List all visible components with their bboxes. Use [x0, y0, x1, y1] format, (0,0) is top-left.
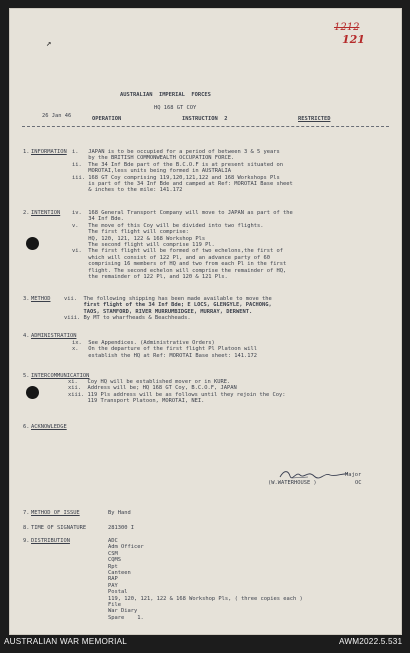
handwritten-signature [278, 468, 350, 480]
body-line: first flight of the 34 Inf Bde; E LOCS, GLENGYLE, PACHONG, [64, 302, 272, 309]
body-line: vii. The following shipping has been made available to move the [64, 296, 272, 302]
body-line: xi. Coy HQ will be established mover or in KURE. [68, 379, 231, 385]
section-number: 3. [23, 296, 30, 302]
time-of-signature-label: TIME OF SIGNATURE [31, 525, 87, 531]
section-heading: ADMINISTRATION [31, 333, 77, 339]
body-line: is part of the 34 Inf Bde and camped at Ref: MOROTAI Base sheet [72, 181, 293, 188]
body-line: which will consist of 122 Pl, and an advance party of 60 [72, 254, 270, 261]
signatory-name: (W.WATERHOUSE ) [268, 480, 317, 486]
section-heading: INTERCOMMUNICATION [31, 373, 90, 379]
list-item: File [108, 602, 121, 609]
section-heading: INTENTION [31, 210, 61, 216]
body-line: comprising 16 members of HQ and two from each Pl in the first [72, 261, 287, 268]
section-body [72, 210, 293, 280]
list-item: RAP [108, 576, 118, 583]
distribution-list [108, 538, 303, 621]
list-item: Postal [108, 589, 128, 596]
list-item: 119, 120, 121, 122 & 168 Workshop Pls, ( three copies each ) [108, 595, 303, 602]
footer-archive-name: AUSTRALIAN WAR MEMORIAL [4, 637, 128, 646]
body-line: xii. Address will be; HQ 168 GT Coy, B.C.O.F, JAPAN [68, 385, 237, 392]
section-body [68, 379, 285, 405]
body-line: viii. By MT to wharfheads & Beachheads. [64, 315, 191, 322]
pencil-tick-mark: ↗ [46, 39, 52, 49]
body-line: 119 Transport Platoon, MOROTAI, NEI. [68, 398, 205, 405]
signatory-rank: Major [345, 472, 362, 478]
footer-accession-number: AWM2022.5.531 [339, 637, 403, 646]
list-item: Rpt [108, 563, 118, 570]
body-line: xiii. 119 Pls address will be as follows until they rejoin the Coy: [68, 391, 286, 398]
section-body [64, 296, 272, 322]
document-page [9, 8, 402, 635]
body-line: flight. The second echelon will comprise the remainder of HQ, [72, 267, 287, 274]
list-item: Spare 1. [108, 614, 144, 621]
list-item: PAY [108, 582, 118, 589]
list-item: ADC [108, 538, 118, 544]
section-heading: METHOD [31, 296, 51, 302]
body-line: iv. 168 General Transport Company will move to JAPAN as part of the [72, 210, 293, 216]
section-number: 6. [23, 424, 30, 430]
body-line: establish the HQ at Ref: MOROTAI Base sheet: 141.172 [72, 352, 257, 359]
section-number: 8. [23, 525, 30, 531]
body-line: The first flight will comprise: [72, 229, 189, 236]
body-line: TAOS, STAMFORD, RIVER MURRUMBIDGEE, MURRAY, DERWENT. [64, 308, 253, 315]
section-number: 9. [23, 538, 30, 544]
body-line: x. On the departure of the first flight Pl Platoon will [72, 346, 257, 353]
classification: RESTRICTED [298, 116, 331, 122]
section-number: 7. [23, 510, 30, 516]
method-of-issue-label: METHOD OF ISSUE [31, 510, 80, 516]
list-item: Adm Officer [108, 544, 144, 551]
body-line: vi. The first flight will be formed of two echelons,the first of [72, 248, 283, 255]
method-of-issue-value: By Hand [108, 510, 131, 516]
list-item: CQMS [108, 557, 121, 564]
body-line: MOROTAI,less units being formed in AUSTRALIA [72, 168, 232, 175]
section-heading: INFORMATION [31, 149, 67, 155]
section-number: 4. [23, 333, 30, 339]
document-title: AUSTRALIAN IMPERIAL FORCES [120, 92, 211, 98]
header-divider [22, 126, 389, 127]
body-line: i. JAPAN is to be occupied for a period of between 3 & 5 years [72, 149, 280, 155]
list-item: CSM [108, 550, 118, 557]
body-line: & inches to the mile: 141.172 [72, 187, 183, 194]
operation-label: OPERATION [92, 116, 122, 122]
body-line: HQ, 120, 121, 122 & 168 Workshop Pls [72, 235, 206, 242]
body-line: v. The move of this Coy will be divided into two flights. [72, 222, 264, 229]
punch-hole [26, 237, 39, 250]
section-heading: ACKNOWLEDGE [31, 424, 67, 430]
archive-ref-struck: 1212 [334, 22, 360, 33]
signatory-appointment: OC [355, 480, 362, 486]
body-line: The second flight will comprise 119 Pl. [72, 242, 215, 249]
distribution-label: DISTRIBUTION [31, 538, 70, 544]
document-date: 26 Jan 46 [42, 113, 72, 119]
section-number: 5. [23, 373, 30, 379]
body-line: by the BRITISH COMMONWEALTH OCCUPATION FORCE. [72, 155, 235, 162]
body-line: iii. 168 GT Coy comprising 119,120,121,122 and 168 Workshops Pls [72, 174, 280, 181]
body-line: ii. The 34 Inf Bde part of the B.C.O.F is at present situated on [72, 161, 283, 168]
section-number: 1. [23, 149, 30, 155]
archive-ref-number: 121 [342, 33, 365, 46]
punch-hole [26, 386, 39, 399]
section-body [72, 149, 293, 194]
body-line: the remainder of 122 Pl, and 120 & 121 Pls. [72, 274, 228, 281]
instruction-label: INSTRUCTION 2 [182, 116, 228, 122]
section-number: 2. [23, 210, 30, 216]
list-item: Canteen [108, 570, 131, 577]
list-item: War Diary [108, 608, 138, 615]
body-line: 34 Inf Bde. [72, 216, 124, 223]
section-body [72, 340, 257, 359]
issuing-hq: HQ 168 GT COY [154, 105, 197, 111]
time-of-signature-value: 281300 I [108, 525, 134, 531]
body-line: ix. See Appendices. (Administrative Orders) [72, 340, 215, 346]
